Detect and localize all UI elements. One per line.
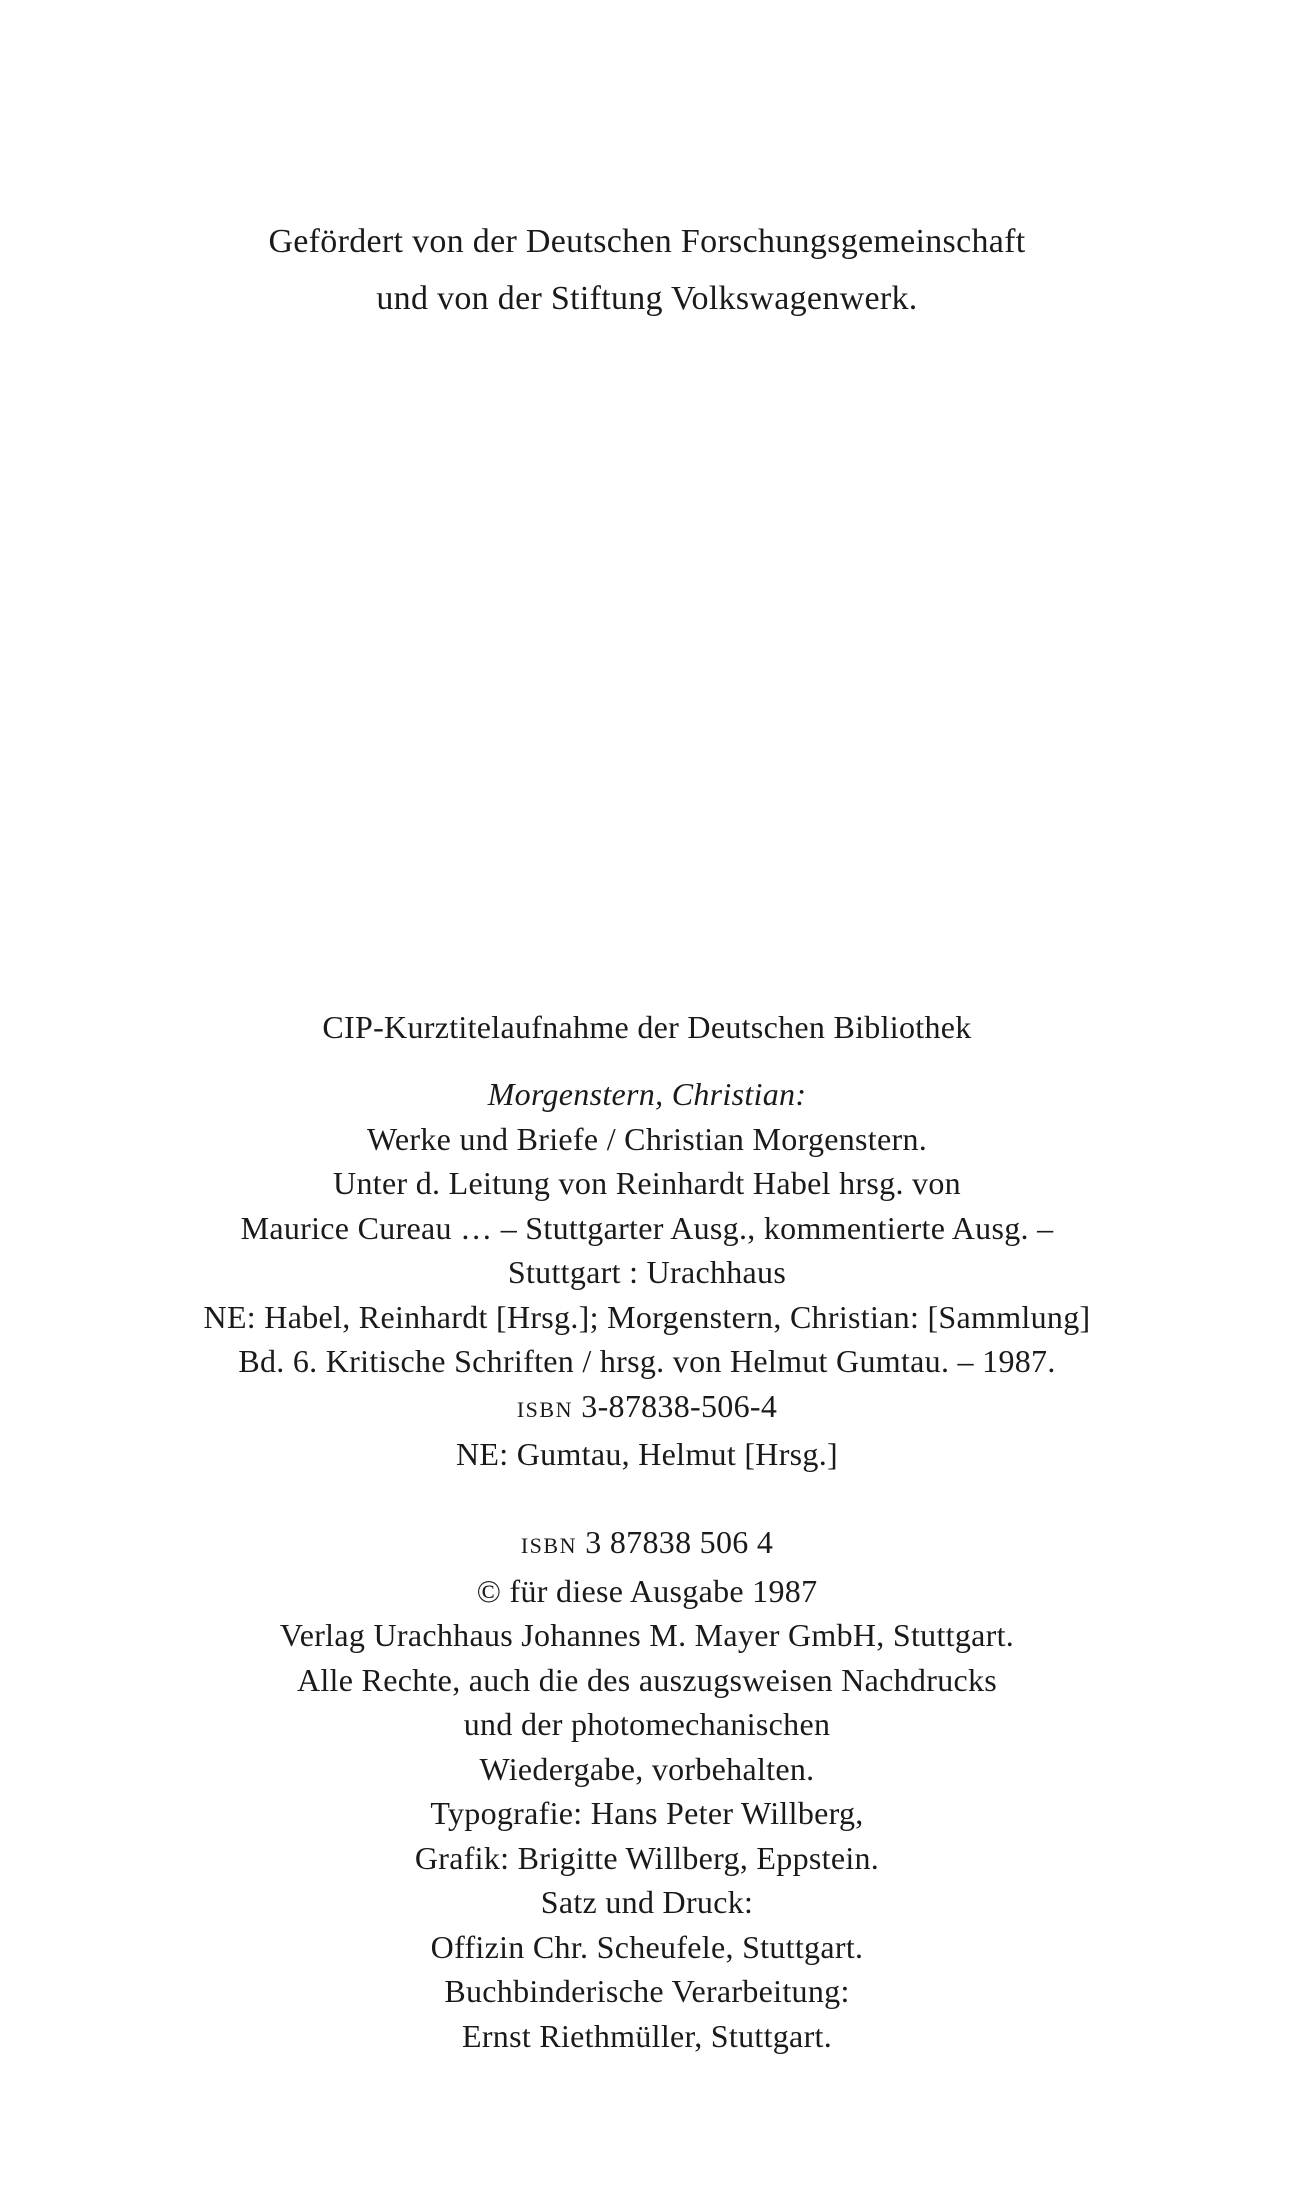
- cip-line-5: NE: Habel, Reinhardt [Hrsg.]; Morgenstern, Christian: [Sammlung]: [203, 1298, 1091, 1335]
- sponsor-line-1: Gefördert von der Deutschen Forschungsgemeinschaft: [268, 223, 1026, 260]
- imprint-line-10: Buchbinderische Verarbeitung:: [444, 1973, 850, 2009]
- cip-line-3: Maurice Cureau … – Stuttgarter Ausg., kommentierte Ausg. –: [240, 1209, 1054, 1246]
- cip-line-6: Bd. 6. Kritische Schriften / hrsg. von Helmut Gumtau. – 1987.: [238, 1343, 1056, 1379]
- imprint-line-1: © für diese Ausgabe 1987: [476, 1572, 818, 1609]
- imprint-line-5: Wiedergabe, vorbehalten.: [479, 1750, 815, 1787]
- imprint-line-9: Offizin Chr. Scheufele, Stuttgart.: [430, 1928, 864, 1965]
- cip-author: Morgenstern, Christian:: [487, 1076, 807, 1112]
- cip-isbn-label: ISBN: [516, 1396, 573, 1422]
- imprint-isbn: [0, 1520, 1294, 1569]
- imprint-isbn-label: ISBN: [520, 1533, 577, 1558]
- sponsor-line-2: und von der Stiftung Volkswagenwerk.: [376, 280, 918, 317]
- imprint-line-4: und der photomechanischen: [463, 1706, 831, 1742]
- cip-isbn-value: 3-87838-506-4: [581, 1387, 778, 1424]
- imprint-line-2: Verlag Urachhaus Johannes M. Mayer GmbH, Stuttgart.: [279, 1617, 1015, 1653]
- publisher-imprint: [0, 1520, 1294, 2058]
- cip-ne-line: NE: Gumtau, Helmut [Hrsg.]: [456, 1436, 838, 1472]
- cip-heading: [0, 1005, 1294, 1049]
- cip-heading-text: CIP-Kurztitelaufnahme der Deutschen Bibliothek: [322, 1009, 972, 1045]
- imprint-line-11: Ernst Riethmüller, Stuttgart.: [461, 2017, 833, 2054]
- imprint-line-3: Alle Rechte, auch die des auszugsweisen Nachdrucks: [296, 1661, 998, 1698]
- imprint-isbn-value: 3 87838 506 4: [585, 1524, 774, 1560]
- cip-record: [0, 1072, 1294, 1477]
- cip-line-1: Werke und Briefe / Christian Morgenstern.: [366, 1120, 928, 1157]
- cip-isbn: [0, 1384, 1294, 1433]
- imprint-line-7: Grafik: Brigitte Willberg, Eppstein.: [414, 1839, 880, 1876]
- cip-line-2: Unter d. Leitung von Reinhardt Habel hrsg. von: [333, 1165, 961, 1201]
- imprint-line-8: Satz und Druck:: [540, 1884, 754, 1920]
- cip-line-4: Stuttgart : Urachhaus: [507, 1254, 787, 1290]
- imprint-line-6: Typografie: Hans Peter Willberg,: [430, 1795, 864, 1831]
- sponsor-notice: [0, 213, 1294, 327]
